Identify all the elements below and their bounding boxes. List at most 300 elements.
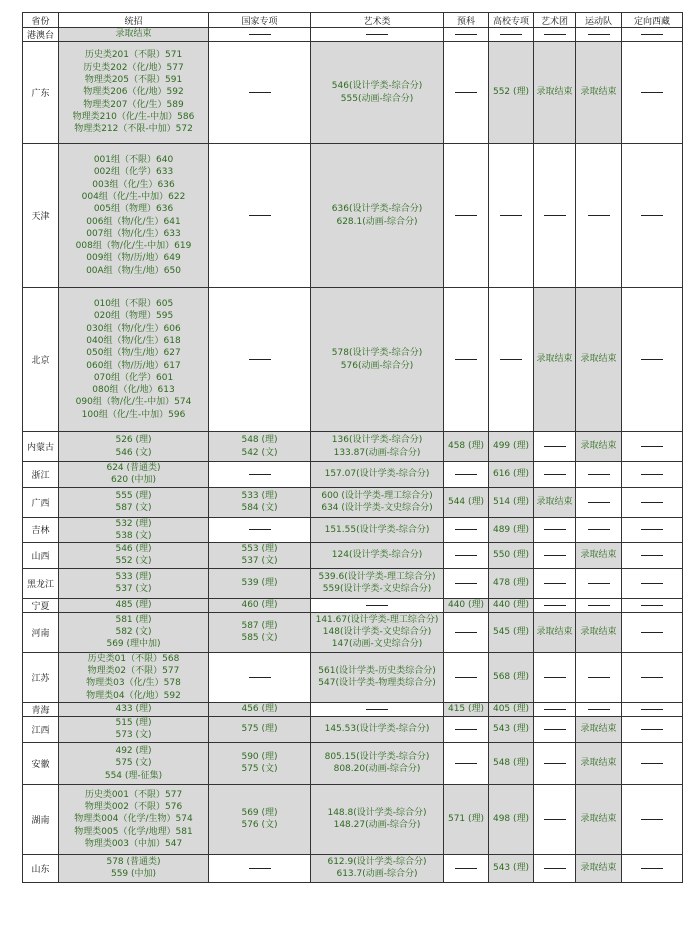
preparatory-cell: [444, 42, 489, 144]
table-row: [23, 568, 683, 598]
preparatory-cell: [444, 144, 489, 288]
score-line: 532 (理): [115, 518, 152, 529]
general-cell: [59, 517, 209, 543]
score-line: 090组（物/化/生-中加）574: [75, 397, 192, 408]
score-line: 542 (文): [241, 447, 278, 458]
score-line: 物理类004（化学/生物）574: [74, 814, 193, 825]
empty-dash: [544, 605, 566, 606]
preparatory-cell: [444, 543, 489, 569]
art-troupe-cell: [534, 716, 576, 742]
score-line: 624 (普通类): [106, 463, 161, 473]
score-line: 录取结束: [536, 627, 573, 638]
tibet-directed-cell: [622, 517, 683, 543]
table-row: [23, 784, 683, 854]
score-line: 555 (理): [115, 490, 152, 501]
empty-dash: [544, 677, 566, 678]
score-line: 575 (理): [241, 724, 278, 735]
university-special-cell: [489, 144, 534, 288]
general-cell: [59, 487, 209, 517]
preparatory-cell: [444, 742, 489, 784]
score-line: 物理类002（不限）576: [84, 802, 183, 813]
empty-dash: [588, 529, 610, 530]
general-cell: [59, 784, 209, 854]
empty-dash: [500, 215, 522, 216]
col-header-general: 统招: [59, 13, 209, 28]
score-line: 559(设计学类-文史综合分): [322, 584, 432, 595]
col-header-province: 省份: [23, 13, 59, 28]
score-line: 543 (理): [492, 863, 530, 874]
col-header-art-troupe: 艺术团: [534, 13, 576, 28]
general-cell: [59, 652, 209, 702]
score-line: 133.87(动画-综合分): [333, 447, 421, 458]
score-line: 547(设计学类-物理类综合分): [318, 678, 436, 689]
empty-dash: [641, 92, 663, 93]
score-line: 录取结束: [580, 550, 617, 561]
score-line: 545 (理): [492, 627, 530, 638]
table-row: [23, 432, 683, 462]
score-line: 533 (理): [241, 490, 278, 501]
sports-team-cell: [576, 288, 622, 432]
empty-dash: [641, 34, 663, 35]
score-line: 070组（化学）601: [93, 372, 174, 383]
university-special-cell: [489, 716, 534, 742]
score-line: 物理类003（中加）547: [84, 838, 183, 849]
score-line: 157.07(设计学类-综合分): [324, 469, 430, 480]
score-line: 514 (理): [492, 496, 530, 507]
score-line: 136(设计学类-综合分): [331, 435, 423, 446]
score-line: 录取结束: [536, 354, 573, 365]
empty-dash: [588, 605, 610, 606]
empty-dash: [544, 729, 566, 730]
score-line: 569 (理): [241, 808, 278, 819]
university-special-cell: [489, 42, 534, 144]
col-header-sports-team: 运动队: [576, 13, 622, 28]
score-line: 548 (理): [492, 758, 530, 769]
table-row: [23, 702, 683, 716]
arts-cell: [311, 28, 444, 42]
score-line: 628.1(动画-综合分): [336, 216, 418, 227]
score-line: 录取结束: [580, 87, 617, 98]
art-troupe-cell: [534, 742, 576, 784]
general-cell: [59, 42, 209, 144]
score-line: 554 (理-征集): [104, 770, 163, 781]
tibet-directed-cell: [622, 28, 683, 42]
score-line: 物理类03（化/生）578: [86, 678, 181, 689]
score-line: 569 (理中加): [106, 639, 161, 650]
score-line: 141.67(设计学类-理工综合分): [315, 614, 439, 625]
province-cell: 北京: [23, 288, 59, 432]
empty-dash: [641, 359, 663, 360]
score-line: 物理类212（不限-中加）572: [74, 124, 193, 135]
province-cell: 广西: [23, 487, 59, 517]
national-special-cell: [209, 517, 311, 543]
sports-team-cell: [576, 784, 622, 854]
tibet-directed-cell: [622, 652, 683, 702]
empty-dash: [366, 709, 388, 710]
tibet-directed-cell: [622, 487, 683, 517]
sports-team-cell: [576, 652, 622, 702]
empty-dash: [641, 502, 663, 503]
score-line: 613.7(动画-综合分): [336, 869, 418, 880]
general-cell: [59, 742, 209, 784]
tibet-directed-cell: [622, 543, 683, 569]
arts-cell: [311, 784, 444, 854]
tibet-directed-cell: [622, 462, 683, 488]
score-line: 489 (理): [492, 524, 530, 535]
score-line: 539.6(设计学类-理工综合分): [318, 571, 436, 582]
empty-dash: [366, 605, 388, 606]
score-line: 录取结束: [580, 441, 617, 452]
province-cell: 湖南: [23, 784, 59, 854]
score-line: 805.15(设计学类-综合分): [324, 752, 430, 763]
score-line: 555(动画-综合分): [340, 93, 414, 104]
table-row: [23, 462, 683, 488]
university-special-cell: [489, 487, 534, 517]
score-line: 575 (文): [241, 764, 278, 775]
score-line: 492 (理): [115, 746, 152, 757]
score-line: 552 (理): [492, 87, 530, 98]
empty-dash: [641, 215, 663, 216]
tibet-directed-cell: [622, 598, 683, 612]
empty-dash: [641, 583, 663, 584]
art-troupe-cell: [534, 543, 576, 569]
empty-dash: [366, 34, 388, 35]
score-line: 物理类04（化/地）592: [86, 690, 181, 701]
header-row: [23, 13, 683, 28]
score-line: 060组（物/历/地）617: [86, 360, 181, 371]
university-special-cell: [489, 288, 534, 432]
score-line: 561(设计学类-历史类综合分): [318, 666, 436, 677]
sports-team-cell: [576, 543, 622, 569]
arts-cell: [311, 288, 444, 432]
arts-cell: [311, 462, 444, 488]
art-troupe-cell: [534, 144, 576, 288]
general-cell: [59, 568, 209, 598]
score-line: 录取结束: [580, 758, 617, 769]
empty-dash: [249, 92, 271, 93]
empty-dash: [588, 215, 610, 216]
tibet-directed-cell: [622, 568, 683, 598]
score-line: 历史类201（不限）571: [84, 50, 183, 61]
university-special-cell: [489, 432, 534, 462]
empty-dash: [544, 474, 566, 475]
empty-dash: [641, 709, 663, 710]
empty-dash: [544, 446, 566, 447]
preparatory-cell: [444, 854, 489, 882]
general-cell: [59, 462, 209, 488]
col-header-arts: 艺术类: [311, 13, 444, 28]
score-line: 576 (文): [241, 820, 278, 831]
empty-dash: [249, 34, 271, 35]
university-special-cell: [489, 462, 534, 488]
col-header-tibet-directed: 定向西藏: [622, 13, 683, 28]
empty-dash: [249, 868, 271, 869]
university-special-cell: [489, 784, 534, 854]
col-header-national-special: 国家专项: [209, 13, 311, 28]
score-line: 576(动画-综合分): [340, 360, 414, 371]
university-special-cell: [489, 702, 534, 716]
empty-dash: [641, 555, 663, 556]
national-special-cell: [209, 702, 311, 716]
score-line: 533 (理): [115, 571, 152, 582]
score-line: 录取结束: [580, 354, 617, 365]
score-line: 002组（化学）633: [93, 167, 174, 178]
empty-dash: [249, 529, 271, 530]
empty-dash: [455, 729, 477, 730]
tibet-directed-cell: [622, 742, 683, 784]
table-row: [23, 716, 683, 742]
empty-dash: [544, 868, 566, 869]
score-line: 559 (中加): [110, 869, 157, 880]
empty-dash: [544, 583, 566, 584]
empty-dash: [455, 868, 477, 869]
arts-cell: [311, 144, 444, 288]
art-troupe-cell: [534, 288, 576, 432]
sports-team-cell: [576, 612, 622, 652]
score-line: 物理类207（化/生）589: [83, 99, 184, 110]
tibet-directed-cell: [622, 702, 683, 716]
score-line: 录取结束: [580, 724, 617, 735]
province-cell: 河南: [23, 612, 59, 652]
score-line: 537 (文): [241, 556, 278, 567]
province-cell: 山西: [23, 543, 59, 569]
art-troupe-cell: [534, 432, 576, 462]
score-line: 616 (理): [492, 469, 530, 480]
arts-cell: [311, 652, 444, 702]
score-line: 124(设计学类-综合分): [331, 550, 423, 561]
score-line: 499 (理): [492, 441, 530, 452]
score-line: 578(设计学类-综合分): [331, 348, 423, 359]
score-line: 物理类210（化/生-中加）586: [72, 111, 195, 122]
tibet-directed-cell: [622, 784, 683, 854]
score-line: 148.27(动画-综合分): [333, 820, 421, 831]
table-row: [23, 42, 683, 144]
score-line: 537 (文): [115, 584, 152, 595]
preparatory-cell: [444, 702, 489, 716]
empty-dash: [455, 359, 477, 360]
national-special-cell: [209, 742, 311, 784]
score-line: 581 (理): [115, 614, 152, 625]
preparatory-cell: [444, 487, 489, 517]
arts-cell: [311, 568, 444, 598]
general-cell: [59, 612, 209, 652]
score-line: 00A组（物/生/地）650: [86, 265, 181, 276]
sports-team-cell: [576, 432, 622, 462]
score-line: 456 (理): [241, 704, 278, 715]
arts-cell: [311, 742, 444, 784]
empty-dash: [500, 359, 522, 360]
empty-dash: [641, 729, 663, 730]
empty-dash: [588, 583, 610, 584]
empty-dash: [641, 632, 663, 633]
score-line: 005组（物理）636: [93, 204, 174, 215]
score-line: 433 (理): [115, 704, 152, 715]
score-line: 548 (理): [241, 435, 278, 446]
table-row: [23, 652, 683, 702]
score-line: 020组（物理）595: [93, 311, 174, 322]
table-row: [23, 517, 683, 543]
empty-dash: [544, 819, 566, 820]
preparatory-cell: [444, 28, 489, 42]
empty-dash: [641, 529, 663, 530]
university-special-cell: [489, 854, 534, 882]
score-line: 543 (理): [492, 724, 530, 735]
national-special-cell: [209, 432, 311, 462]
score-line: 录取结束: [580, 814, 617, 825]
arts-cell: [311, 702, 444, 716]
score-line: 物理类02（不限）577: [87, 666, 180, 677]
general-cell: [59, 288, 209, 432]
score-line: 539 (理): [241, 578, 278, 589]
score-line: 578 (普通类): [106, 857, 161, 868]
empty-dash: [641, 605, 663, 606]
score-line: 478 (理): [492, 578, 530, 589]
national-special-cell: [209, 543, 311, 569]
score-line: 录取结束: [536, 87, 573, 98]
score-line: 148.8(设计学类-综合分): [327, 808, 427, 819]
score-line: 080组（化/地）613: [92, 385, 175, 396]
preparatory-cell: [444, 462, 489, 488]
sports-team-cell: [576, 702, 622, 716]
university-special-cell: [489, 568, 534, 598]
score-line: 485 (理): [115, 600, 152, 611]
national-special-cell: [209, 716, 311, 742]
table-row: [23, 28, 683, 42]
score-line: 历史类202（化/地）577: [83, 62, 184, 73]
score-line: 587 (文): [115, 503, 152, 514]
empty-dash: [455, 34, 477, 35]
empty-dash: [455, 763, 477, 764]
national-special-cell: [209, 598, 311, 612]
score-line: 544 (理): [447, 496, 485, 507]
university-special-cell: [489, 742, 534, 784]
empty-dash: [455, 92, 477, 93]
province-cell: 天津: [23, 144, 59, 288]
art-troupe-cell: [534, 612, 576, 652]
national-special-cell: [209, 568, 311, 598]
score-line: 405 (理): [492, 704, 530, 715]
sports-team-cell: [576, 716, 622, 742]
province-cell: 浙江: [23, 462, 59, 488]
score-line: 584 (文): [241, 503, 278, 514]
score-line: 148(设计学类-文史综合分): [322, 627, 432, 638]
tibet-directed-cell: [622, 432, 683, 462]
score-line: 009组（物/历/地）649: [86, 253, 181, 264]
score-line: 151.55(设计学类-综合分): [324, 524, 430, 535]
empty-dash: [455, 555, 477, 556]
sports-team-cell: [576, 28, 622, 42]
arts-cell: [311, 543, 444, 569]
score-line: 415 (理): [447, 704, 485, 715]
empty-dash: [455, 583, 477, 584]
province-cell: 广东: [23, 42, 59, 144]
sports-team-cell: [576, 854, 622, 882]
art-troupe-cell: [534, 487, 576, 517]
province-cell: 青海: [23, 702, 59, 716]
university-special-cell: [489, 652, 534, 702]
score-line: 录取结束: [115, 29, 152, 40]
tibet-directed-cell: [622, 716, 683, 742]
preparatory-cell: [444, 716, 489, 742]
empty-dash: [588, 474, 610, 475]
score-line: 634 (设计学类-文史综合分): [321, 503, 433, 514]
university-special-cell: [489, 543, 534, 569]
table-row: [23, 543, 683, 569]
score-line: 物理类205（不限）591: [84, 75, 183, 86]
general-cell: [59, 432, 209, 462]
score-line: 620 (中加): [110, 475, 157, 486]
table-row: [23, 742, 683, 784]
sports-team-cell: [576, 742, 622, 784]
province-cell: 安徽: [23, 742, 59, 784]
art-troupe-cell: [534, 784, 576, 854]
preparatory-cell: [444, 288, 489, 432]
arts-cell: [311, 487, 444, 517]
province-cell: 内蒙古: [23, 432, 59, 462]
tibet-directed-cell: [622, 288, 683, 432]
province-cell: 江苏: [23, 652, 59, 702]
score-line: 历史类001（不限）577: [84, 789, 183, 800]
arts-cell: [311, 432, 444, 462]
empty-dash: [455, 474, 477, 475]
national-special-cell: [209, 854, 311, 882]
score-line: 030组（物/化/生）606: [86, 323, 181, 334]
sports-team-cell: [576, 568, 622, 598]
empty-dash: [544, 709, 566, 710]
score-line: 010组（不限）605: [93, 299, 174, 310]
preparatory-cell: [444, 568, 489, 598]
national-special-cell: [209, 288, 311, 432]
empty-dash: [641, 474, 663, 475]
table-row: [23, 854, 683, 882]
score-line: 001组（不限）640: [93, 155, 174, 166]
score-line: 440 (理): [447, 600, 485, 611]
general-cell: [59, 28, 209, 42]
empty-dash: [588, 34, 610, 35]
general-cell: [59, 598, 209, 612]
score-line: 553 (理): [241, 544, 278, 555]
province-cell: 黑龙江: [23, 568, 59, 598]
university-special-cell: [489, 598, 534, 612]
score-line: 460 (理): [241, 600, 278, 611]
preparatory-cell: [444, 598, 489, 612]
score-line: 550 (理): [492, 550, 530, 561]
tibet-directed-cell: [622, 854, 683, 882]
col-header-preparatory: 预科: [444, 13, 489, 28]
arts-cell: [311, 612, 444, 652]
col-header-university-special: 高校专项: [489, 13, 534, 28]
national-special-cell: [209, 652, 311, 702]
score-line: 147(动画-文史综合分): [331, 639, 423, 650]
score-line: 546(设计学类-综合分): [331, 81, 423, 92]
score-line: 007组（物/化/生）633: [86, 228, 181, 239]
empty-dash: [588, 502, 610, 503]
sports-team-cell: [576, 487, 622, 517]
university-special-cell: [489, 28, 534, 42]
empty-dash: [544, 34, 566, 35]
score-line: 515 (理): [115, 718, 152, 729]
table-row: [23, 487, 683, 517]
province-cell: 吉林: [23, 517, 59, 543]
art-troupe-cell: [534, 42, 576, 144]
art-troupe-cell: [534, 702, 576, 716]
province-cell: 港澳台: [23, 28, 59, 42]
table-row: [23, 612, 683, 652]
score-line: 历史类01（不限）568: [87, 653, 180, 664]
national-special-cell: [209, 487, 311, 517]
score-line: 440 (理): [492, 600, 530, 611]
art-troupe-cell: [534, 568, 576, 598]
